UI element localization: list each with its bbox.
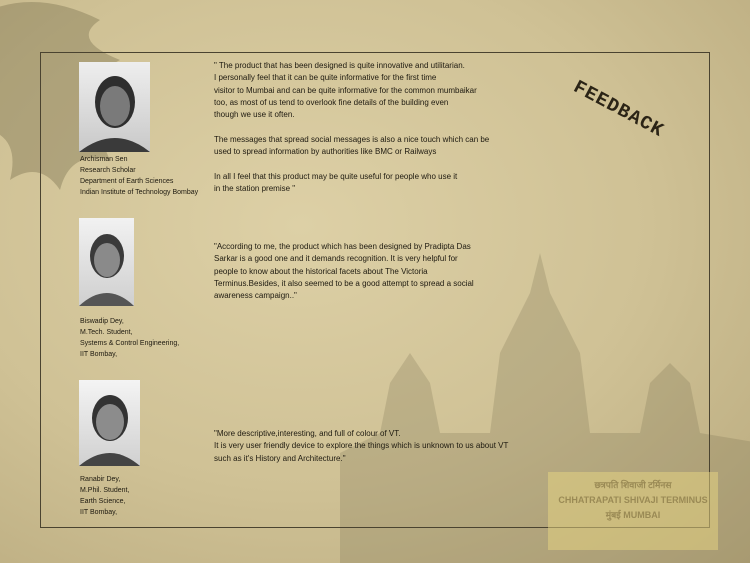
sign-line: छत्रपति शिवाजी टर्मिनस — [594, 480, 672, 490]
portrait-photo — [79, 218, 134, 306]
testimonial-quote: " The product that has been designed is quite innovative and utilitarian. I personally feel that it can be quite informative for the first time visitor to Mumbai and can be quite informative for the common mumbaikar too, as most of us tend to overlook fine details of the building even though we use it often. The messages that spread social messages is also a nice touch which can be used to spread information by authorities like BMC or Railways In all I feel that this product may be quite useful for people who use it in the station premise " — [214, 61, 490, 193]
sign-line: CHHATRAPATI SHIVAJI TERMINUS — [558, 495, 708, 505]
station-signboard — [548, 472, 718, 550]
feedback-stamp: FEEDBACK — [569, 76, 668, 143]
portrait-photo — [79, 380, 140, 466]
testimonial-quote: "According to me, the product which has been designed by Pradipta Das Sarkar is a good one and it demands recognition. It is very helpful for people to know about the historical facets about The Victoria Terminus.Besides, it also seemed to be a good attempt to spread a social awareness campaign.." — [214, 242, 474, 301]
portrait-photo — [79, 62, 150, 152]
testimonial-quote: "More descriptive,interesting, and full of colour of VT. It is very user friendly device to explore the things which is unknown to us about VT such as it's History and Architecture." — [214, 429, 509, 463]
person-caption: Ranabir Dey, M.Phil. Student, Earth Science, IIT Bombay, — [80, 476, 130, 516]
person-caption: Archisman Sen Research Scholar Department of Earth Sciences Indian Institute of Technology Bombay — [80, 156, 199, 196]
sign-line: मुंबई MUMBAI — [605, 510, 661, 520]
person-caption: Biswadip Dey, M.Tech. Student, Systems & Control Engineering, IIT Bombay, — [80, 318, 180, 358]
